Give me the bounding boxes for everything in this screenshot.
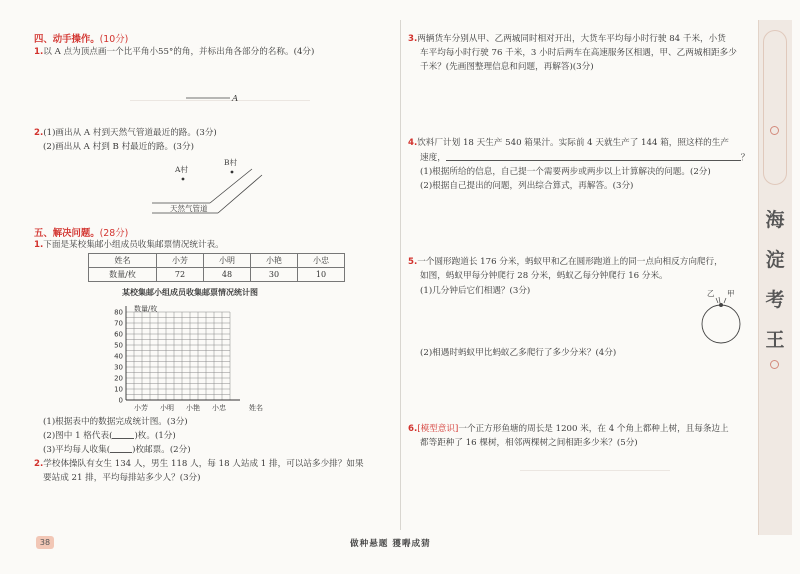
x-tick-label: 小艳 [186,404,200,412]
column-divider [400,20,401,530]
sub2-post: )枚。(1分) [134,431,176,441]
answer-blank[interactable] [110,444,132,453]
x-axis-label: 姓名 [249,404,263,412]
s5-q1-number: 1. [34,240,44,250]
s5-q2-text1: 学校体操队有女生 134 人，男生 118 人，每 18 人站成 1 排，可以站多少排？如果 [43,459,364,469]
s4-q2-number: 2. [34,128,44,138]
strip-top-frame [763,30,787,185]
y-tick-label: 60 [114,330,123,339]
y-tick-label: 0 [118,396,123,405]
table-cell: 数量/枚 [89,268,157,282]
y-axis-label: 数量/枚 [134,305,158,313]
question-fill-line[interactable] [446,152,741,161]
table-row [89,254,345,268]
r-q4-line2-post: ？ [740,153,750,163]
bleed-through-line [520,470,670,471]
s4-q2-text1: (1)画出从 A 村到天然气管道最近的路。(3分) [43,128,217,138]
page-number: 38 [36,536,54,549]
sub3-pre: (3)平均每人收集( [43,445,111,455]
ant-start-point [719,303,723,307]
s4-q2-line2: (2)画出从 A 村到 B 村最近的路。(3分) [43,142,194,152]
section5-heading [34,225,128,239]
chart-title: 某校集邮小组成员收集邮票情况统计图 [122,287,258,297]
r-q4-line2-pre: 速度， [420,153,446,163]
s4-q1-text: 以 A 点为顶点画一个比平角小55°的角，并标出角各部分的名称。(4分) [43,47,315,57]
page-footer: 做种悬题 獲嘚成猜 [350,539,431,549]
table-cell: 30 [251,268,298,282]
strip-title-char: 淀 [765,249,785,271]
x-tick-label: 小明 [160,404,174,412]
table-cell: 小芳 [157,254,204,268]
table-cell: 72 [157,268,204,282]
table-cell: 小忠 [298,254,345,268]
point-a-label: A [232,94,239,104]
table-cell: 姓名 [89,254,157,268]
pipeline-label: 天然气管道 [170,204,208,213]
r-q6-tag: [模型意识] [417,424,459,434]
s5-q1-text: 下面是某校集邮小组成员收集邮票情况统计表。 [43,240,224,250]
y-tick-label: 10 [114,385,123,394]
circular-track [702,305,740,343]
pipeline-line [210,169,252,203]
r-q6-line1 [408,423,729,435]
section4-points: (10分) [99,34,129,45]
circular-track-drawing [696,288,746,346]
r-q5-text1: 一个圆形跑道长 176 分米，蚂蚁甲和乙在圆形跑道上的同一点向相反方向爬行， [417,257,723,267]
r-q3-number: 3. [408,34,418,44]
r-q4-text1: 饮料厂计划 18 天生产 540 箱果汁。实际前 4 天就生产了 144 箱，照这样的生产 [417,138,729,148]
table-cell: 10 [298,268,345,282]
r-q4-line4: (2)根据自己提出的问题，列出综合算式，再解答。(3分) [420,181,634,191]
sub2-pre: (2)图中 1 格代表( [43,431,113,441]
stamp-table [88,253,345,282]
x-tick-label: 小忠 [212,404,226,412]
answer-blank[interactable] [112,430,134,439]
r-q4-line3: (1)根据所给的信息，自己提一个需要两步或两步以上计算解决的问题。(2分) [420,167,711,177]
s5-q1-sub1: (1)根据表中的数据完成统计图。(3分) [43,417,188,427]
sub3-post: )枚邮票。(2分) [132,445,191,455]
table-cell: 小艳 [251,254,298,268]
s5-q1-sub3 [43,444,191,456]
s5-q2-line1 [34,458,364,470]
strip-dot-icon [770,126,779,135]
s5-q2-number: 2. [34,459,44,469]
r-q5-line3: (1)几分钟后它们相遇？(3分) [420,286,531,296]
stamp-bar-chart [104,298,294,412]
strip-title-char: 考 [765,289,785,311]
r-q6-line2: 都等距种了 16 棵树，相邻两棵树之间相距多少米？(5分) [420,438,638,448]
x-tick-label: 小芳 [134,404,148,412]
y-tick-label: 50 [114,341,123,350]
r-q4-line2 [420,152,749,164]
r-q4-number: 4. [408,138,418,148]
y-tick-label: 40 [114,352,123,361]
section5-title: 五、解决问题。 [34,228,100,239]
s4-q2-line1 [34,127,217,139]
r-q3-text1: 两辆货车分别从甲、乙两城同时相对开出，大货车平均每小时行驶 84 千米，小货 [417,34,726,44]
s5-q2-line2: 要站成 21 排，平均每排站多少人？(3分) [43,473,201,483]
r-q5-line4: (2)相遇时蚂蚁甲比蚂蚁乙多爬行了多少分米？(4分) [420,348,617,358]
r-q5-line1 [408,256,723,268]
strip-title-char: 王 [765,329,785,351]
s4-q1 [34,46,314,58]
r-q3-line3: 千米？(先画图整理信息和问题，再解答)(3分) [420,62,594,72]
ant-icon [716,297,726,303]
strip-dot-icon [770,360,779,369]
y-tick-label: 80 [114,308,123,317]
strip-title-char: 海 [765,209,785,231]
r-q3-line1 [408,33,726,45]
y-tick-label: 20 [114,374,123,383]
village-a-dot [182,178,185,181]
section4-heading [34,31,128,45]
table-cell: 48 [204,268,251,282]
village-b-label: B村 [224,158,238,167]
y-tick-label: 30 [114,363,123,372]
r-q4-line1 [408,137,729,149]
s4-q1-number: 1. [34,47,44,57]
ray-a-drawing [180,92,250,106]
r-q3-line2: 车平均每小时行驶 76 千米，3 小时后两车在高速服务区相遇，甲、乙两城相距多少 [420,48,737,58]
table-row [89,268,345,282]
y-tick-label: 70 [114,319,123,328]
r-q5-line2: 如图，蚂蚁甲每分钟爬行 28 分米，蚂蚁乙每分钟爬行 16 分米。 [420,271,668,281]
s5-q1-sub2 [43,430,176,442]
r-q6-text1: 一个正方形鱼塘的周长是 1200 米，在 4 个角上都种上树，且每条边上 [458,424,729,434]
village-a-label: A村 [175,165,188,174]
pipeline-drawing [140,155,280,220]
ant-yi-label: 乙 [707,289,715,298]
section5-points: (28分) [99,228,129,239]
strip-title [760,200,790,360]
ant-jia-label: 甲 [727,289,735,298]
village-b-dot [231,171,234,174]
s5-q1 [34,239,224,251]
table-cell: 小明 [204,254,251,268]
r-q6-number: 6. [408,424,418,434]
r-q5-number: 5. [408,257,418,267]
section4-title: 四、动手操作。 [34,34,100,45]
pipeline-line [218,175,262,213]
